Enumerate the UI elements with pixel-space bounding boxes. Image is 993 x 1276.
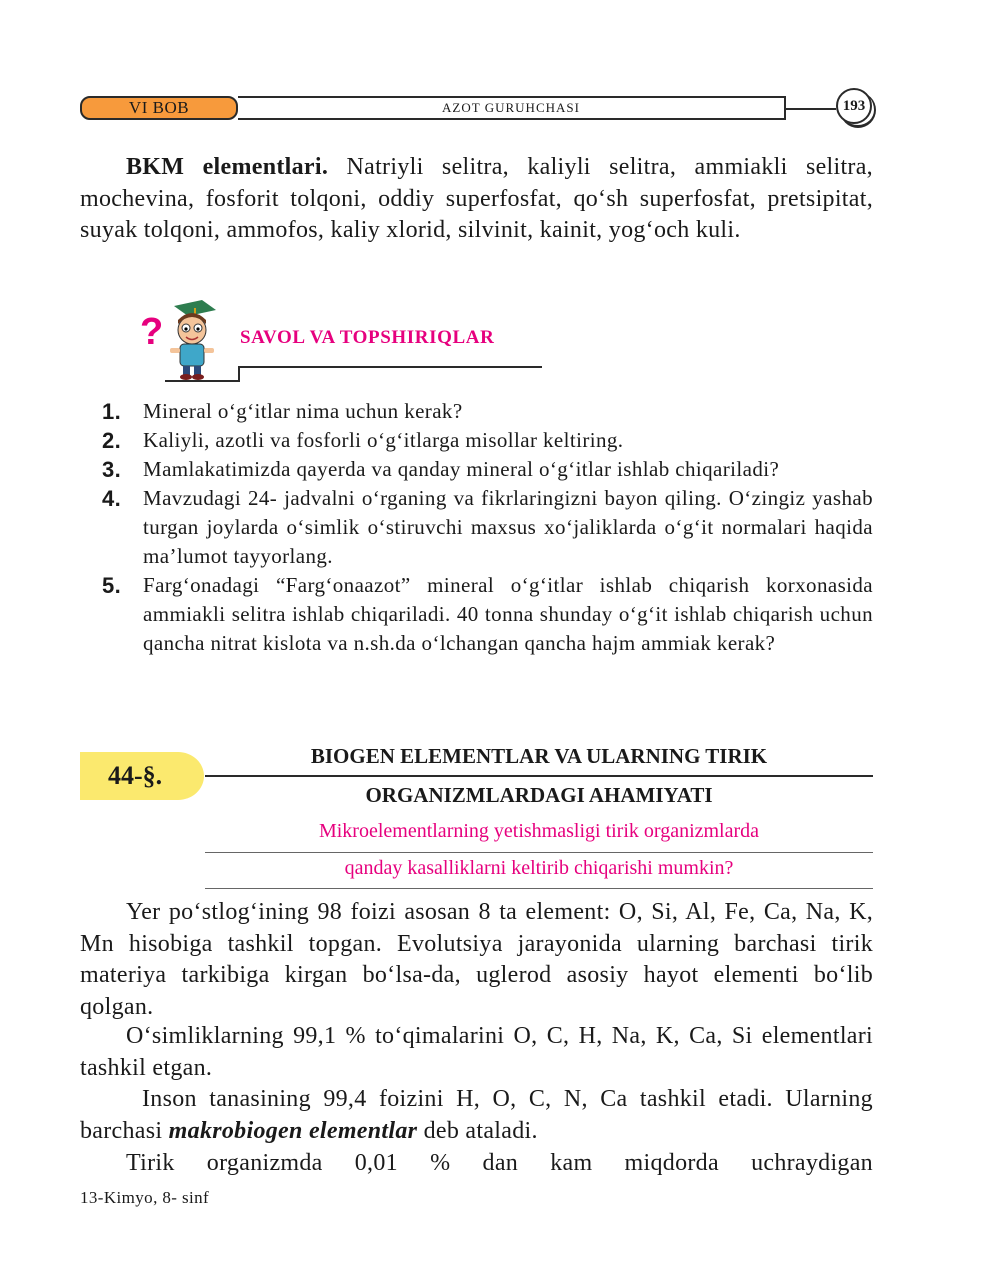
- key-term: makrobiogen elementlar: [168, 1117, 418, 1144]
- page-header: [80, 96, 880, 126]
- question-number: 1.: [102, 399, 122, 424]
- question-item: [98, 571, 873, 658]
- section-title-line-1: BIOGEN ELEMENTLAR VA ULARNING TIRIK: [310, 744, 768, 768]
- intro-text: Natriyli selitra, kaliyli selitra, ammiakli selitra, mochevina, fosforit tolqoni, oddiy superfosfat, qo‘sh superfosfat, pretsipitat, suyak tolqoni, ammofos, kaliy xlorid, silvinit, kainit, yog‘och kuli.: [80, 154, 873, 243]
- section-title-line-2: ORGANIZMLARDAGI AHAMIYATI: [365, 783, 713, 807]
- svg-text:?: ?: [140, 311, 164, 353]
- chapter-label: VI BOB: [80, 96, 238, 120]
- question-number: 4.: [102, 486, 122, 511]
- question-text: Farg‘onadagi “Farg‘onaazot” mineral o‘g‘itlar ishlab chiqarish korxonasida ammiakli selitra ishlab chiqariladi. 40 tonna shunday o‘g‘it ishlab chiqarish uchun qancha nitrat kislota va n.sh.da o‘lchangan qancha hajm ammiak kerak?: [143, 573, 873, 655]
- body-paragraph-4: Tirik organizmda 0,01 % dan kam miqdorda uchraydigan: [126, 1150, 873, 1176]
- question-item: [98, 397, 873, 426]
- question-number: 5.: [102, 573, 122, 598]
- question-item: [98, 426, 873, 455]
- questions-rule: [240, 366, 542, 368]
- question-text: Mavzudagi 24- jadvalni o‘rganing va fikrlaringizni bayon qiling. O‘zingiz yashab turgan joylarda o‘simlik o‘stiruvchi maxsus xo‘jaliklarda o‘g‘it normalari haqida ma’lumot tayyorlang.: [143, 486, 873, 568]
- page-footer: 13-Kimyo, 8- sinf: [80, 1188, 210, 1207]
- questions-rule-base: [165, 380, 240, 382]
- question-text: Mamlakatimizda qayerda va qanday mineral o‘g‘itlar ishlab chiqariladi?: [143, 457, 780, 481]
- question-text: Mineral o‘g‘itlar nima uchun kerak?: [143, 399, 463, 423]
- page-number: 193: [836, 88, 872, 124]
- section-question-rule-1: [205, 852, 873, 853]
- body-paragraph-1: Yer po‘stlog‘ining 98 foizi asosan 8 ta element: O, Si, Al, Fe, Ca, Na, K, Mn hisobiga tashkil topgan. Evolutsiya jarayonida ularning barchasi tirik materiya tarkibiga kirgan bo‘lsa-da, uglerod asosiy hayot elementi bo‘lib qolgan.: [80, 899, 873, 1020]
- questions-list: [98, 397, 873, 658]
- question-item: [98, 484, 873, 571]
- body-paragraph-3: [80, 1084, 873, 1147]
- question-number: 3.: [102, 457, 122, 482]
- header-divider: [786, 108, 836, 110]
- student-mascot-icon: [140, 298, 220, 380]
- section-question-line-2: qanday kasalliklarni keltirib chiqarishi mumkin?: [344, 857, 734, 879]
- section-question-rule-2: [205, 888, 873, 889]
- body-paragraph-3-start: Inson tanasining 99,4 foizini H, O, C, N, Ca tashkil etadi. Ularning barchasi: [80, 1086, 873, 1144]
- section-title-rule: [205, 775, 873, 777]
- section-header-title: AZOT GURUHCHASI: [238, 96, 786, 120]
- question-text: Kaliyli, azotli va fosforli o‘g‘itlarga misollar keltiring.: [143, 428, 624, 452]
- section-number-badge: 44-§.: [80, 752, 204, 800]
- section-question-line-1: Mikroelementlarning yetishmasligi tirik organizmlarda: [318, 820, 760, 842]
- intro-term: BKM elementlari.: [126, 154, 329, 180]
- question-number: 2.: [102, 428, 122, 453]
- questions-title: SAVOL VA TOPSHIRIQLAR: [240, 327, 495, 348]
- question-item: [98, 455, 873, 484]
- body-paragraph-3-end: deb ataladi.: [417, 1117, 538, 1144]
- intro-paragraph: [80, 152, 873, 247]
- body-paragraph-2: O‘simliklarning 99,1 % to‘qimalarini O, C, H, Na, K, Ca, Si elementlari tashkil etgan.: [80, 1023, 873, 1081]
